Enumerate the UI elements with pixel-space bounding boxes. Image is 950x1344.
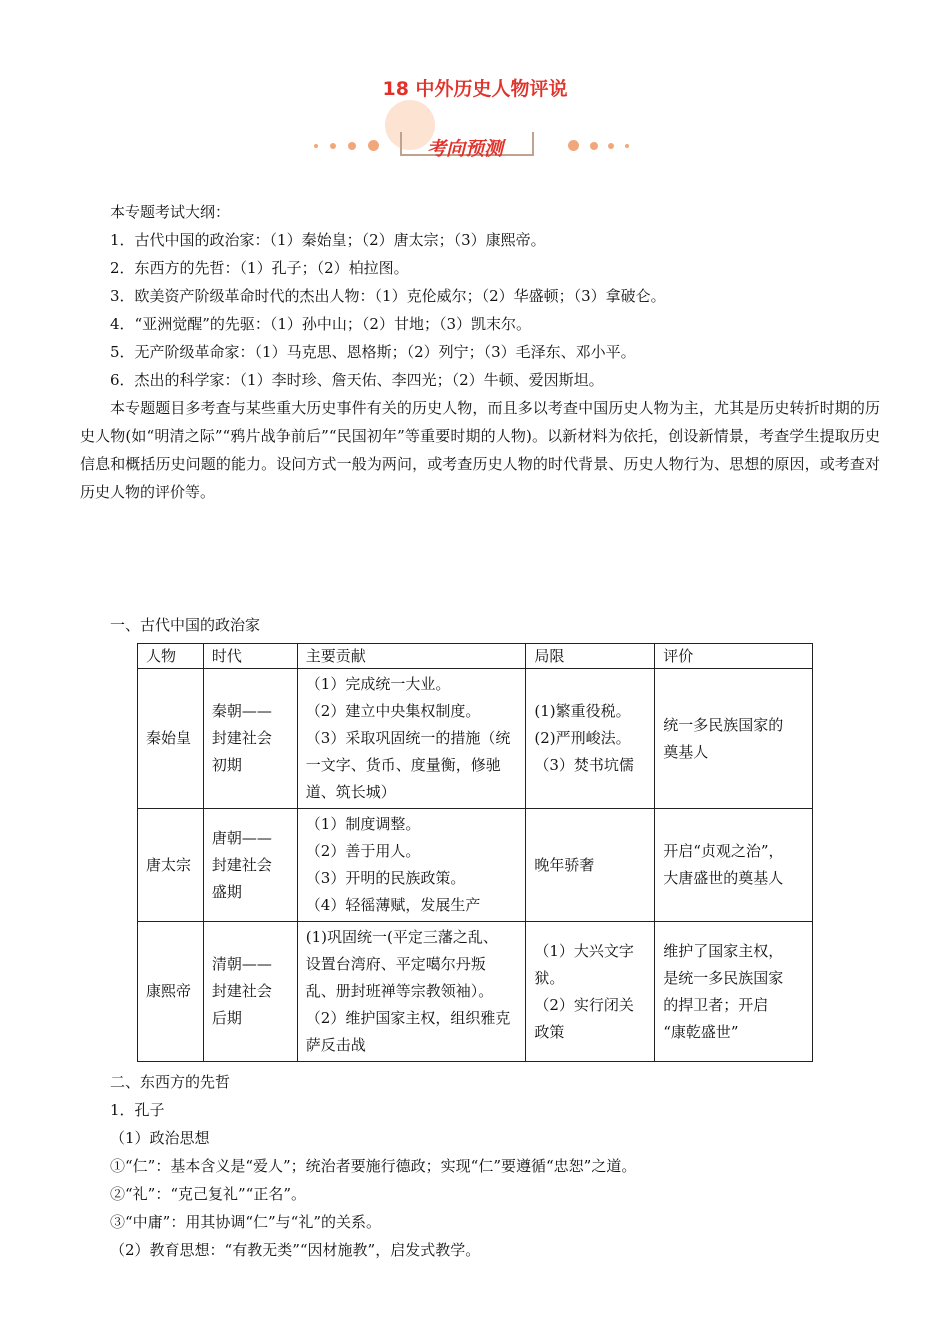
cell-line: （3）开明的民族政策。 xyxy=(305,869,466,887)
cell-line: 政策 xyxy=(534,1022,565,1041)
cell-line: 一文字、货币、度量衡，修驰 xyxy=(305,756,501,774)
contributions-cell xyxy=(297,669,526,809)
cell-line: （1）完成统一大业。 xyxy=(305,675,451,693)
cell-line: 封建社会 xyxy=(211,982,272,1000)
section-heading: 二、东西方的先哲 xyxy=(110,1073,231,1091)
cell-line: 的捍卫者；开启 xyxy=(663,995,769,1014)
intro-paragraph: 本专题题目多考查与某些重大历史事件有关的历史人物，而且多以考查中国历史人物为主，尤其是历史转折时期的历史人物(如“明清之际”“鸦片战争前后”“民国初年”等重要时期的人物)。以新材料为依托，创设新情景，考查学生提取历史信息和概括历史问题的能力。设问方式一般为两问，或考查历史人物的时代背景、历史人物行为、思想的原因，或考查对历史人物的评价等。 xyxy=(80,399,880,501)
cell-line: （2）善于用人。 xyxy=(305,842,421,860)
era-cell xyxy=(203,809,297,922)
cell-line: 大唐盛世的奠基人 xyxy=(663,869,784,887)
column-header: 局限 xyxy=(526,644,655,669)
section-banner xyxy=(300,100,650,170)
era-cell xyxy=(203,669,297,809)
limits-cell xyxy=(526,669,655,809)
banner-dot xyxy=(590,142,598,150)
cell-line: (1)巩固统一(平定三藩之乱、 xyxy=(305,928,498,946)
banner-dot xyxy=(368,140,379,151)
cell-line: （4）轻徭薄赋，发展生产 xyxy=(305,896,481,914)
cell-line: (2)严刑峻法。 xyxy=(534,729,631,747)
cell-line: “康乾盛世” xyxy=(663,1022,739,1041)
cell-line: 晚年骄奢 xyxy=(534,855,595,874)
cell-line: （2）维护国家主权，组织雅克 xyxy=(305,1009,511,1027)
outline-item: 6．杰出的科学家：（1）李时珍、詹天佑、李四光；（2）牛顿、爱因斯坦。 xyxy=(110,371,604,389)
column-header: 时代 xyxy=(203,644,297,669)
evaluation-cell xyxy=(655,922,813,1062)
cell-line: 封建社会 xyxy=(211,729,272,747)
table-row xyxy=(138,809,813,922)
cell-line: 统一多民族国家的 xyxy=(663,715,784,734)
cell-line: 乱、册封班禅等宗教领袖）。 xyxy=(305,982,494,1000)
outline-item: 4．“亚洲觉醒”的先驱：（1）孙中山；（2）甘地；（3）凯末尔。 xyxy=(110,315,532,333)
politicians-table xyxy=(137,643,813,1062)
banner-dot xyxy=(568,140,579,151)
evaluation-cell xyxy=(655,669,813,809)
cell-line: （2）实行闭关 xyxy=(534,995,634,1014)
cell-line: 清朝—— xyxy=(211,955,272,973)
outline-item: 2．东西方的先哲：（1）孔子；（2）柏拉图。 xyxy=(110,259,409,277)
era-cell xyxy=(203,922,297,1062)
cell-line: 萨反击战 xyxy=(305,1036,366,1054)
subheading: 1．孔子 xyxy=(110,1101,165,1119)
table-row xyxy=(138,922,813,1062)
column-header: 人物 xyxy=(138,644,204,669)
cell-line: 秦朝—— xyxy=(211,702,272,720)
cell-line: 奠基人 xyxy=(663,742,709,761)
outline-heading: 本专题考试大纲： xyxy=(110,203,231,221)
outline-item: 5．无产阶级革命家：（1）马克思、恩格斯；（2）列宁；（3）毛泽东、邓小平。 xyxy=(110,343,636,361)
cell-line: 后期 xyxy=(211,1009,242,1027)
person-cell: 秦始皇 xyxy=(138,669,204,809)
page-title: 18 中外历史人物评说 xyxy=(382,78,568,100)
cell-line: 维护了国家主权， xyxy=(663,941,784,960)
cell-line: 盛期 xyxy=(211,882,242,901)
section2-block xyxy=(110,1068,890,1264)
banner-label: 考向预测 xyxy=(426,138,503,160)
cell-line: 设置台湾府、平定噶尔丹叛 xyxy=(305,955,486,973)
list-item: ①“仁”：基本含义是“爱人”；统治者要施行德政；实现“仁”要遵循“忠恕”之道。 xyxy=(110,1157,637,1175)
subheading: （2）教育思想：“有教无类”“因材施教”，启发式教学。 xyxy=(110,1241,481,1259)
column-header: 评价 xyxy=(655,644,813,669)
cell-line: 是统一多民族国家 xyxy=(663,968,784,987)
contributions-cell xyxy=(297,809,526,922)
evaluation-cell xyxy=(655,809,813,922)
cell-line: 开启“贞观之治”， xyxy=(663,842,784,860)
cell-line: 唐朝—— xyxy=(211,828,272,847)
column-header: 主要贡献 xyxy=(297,644,526,669)
cell-line: 狱。 xyxy=(534,968,565,987)
section-heading: 一、古代中国的政治家 xyxy=(110,616,261,634)
cell-line: (1)繁重役税。 xyxy=(534,702,631,720)
cell-line: （2）建立中央集权制度。 xyxy=(305,702,481,720)
banner-dot xyxy=(348,142,356,150)
contributions-cell xyxy=(297,922,526,1062)
outline-item: 3．欧美资产阶级革命时代的杰出人物：（1）克伦威尔；（2）华盛顿；（3）拿破仑。 xyxy=(110,287,666,305)
person-cell: 康熙帝 xyxy=(138,922,204,1062)
banner-dot xyxy=(625,144,629,148)
outline-item: 1．古代中国的政治家：（1）秦始皇；（2）唐太宗；（3）康熙帝。 xyxy=(110,231,546,249)
cell-line: （1）大兴文字 xyxy=(534,941,634,960)
cell-line: 道、筑长城） xyxy=(305,783,396,801)
banner-dot xyxy=(608,143,614,149)
cell-line: （3）采取巩固统一的措施（统 xyxy=(305,729,511,747)
table-row xyxy=(138,669,813,809)
list-item: ③“中庸”：用其协调“仁”与“礼”的关系。 xyxy=(110,1213,382,1231)
limits-cell xyxy=(526,922,655,1062)
subheading: （1）政治思想 xyxy=(110,1129,210,1147)
banner-dot xyxy=(330,143,336,149)
person-cell: 唐太宗 xyxy=(138,809,204,922)
cell-line: 初期 xyxy=(211,756,242,774)
list-item: ②“礼”：“克己复礼”“正名”。 xyxy=(110,1185,307,1203)
cell-line: 封建社会 xyxy=(211,855,272,874)
table-header-row xyxy=(138,644,813,669)
cell-line: （1）制度调整。 xyxy=(305,815,421,833)
limits-cell xyxy=(526,809,655,922)
cell-line: （3）焚书坑儒 xyxy=(534,756,634,774)
intro-block xyxy=(80,198,880,521)
banner-dot xyxy=(314,144,318,148)
